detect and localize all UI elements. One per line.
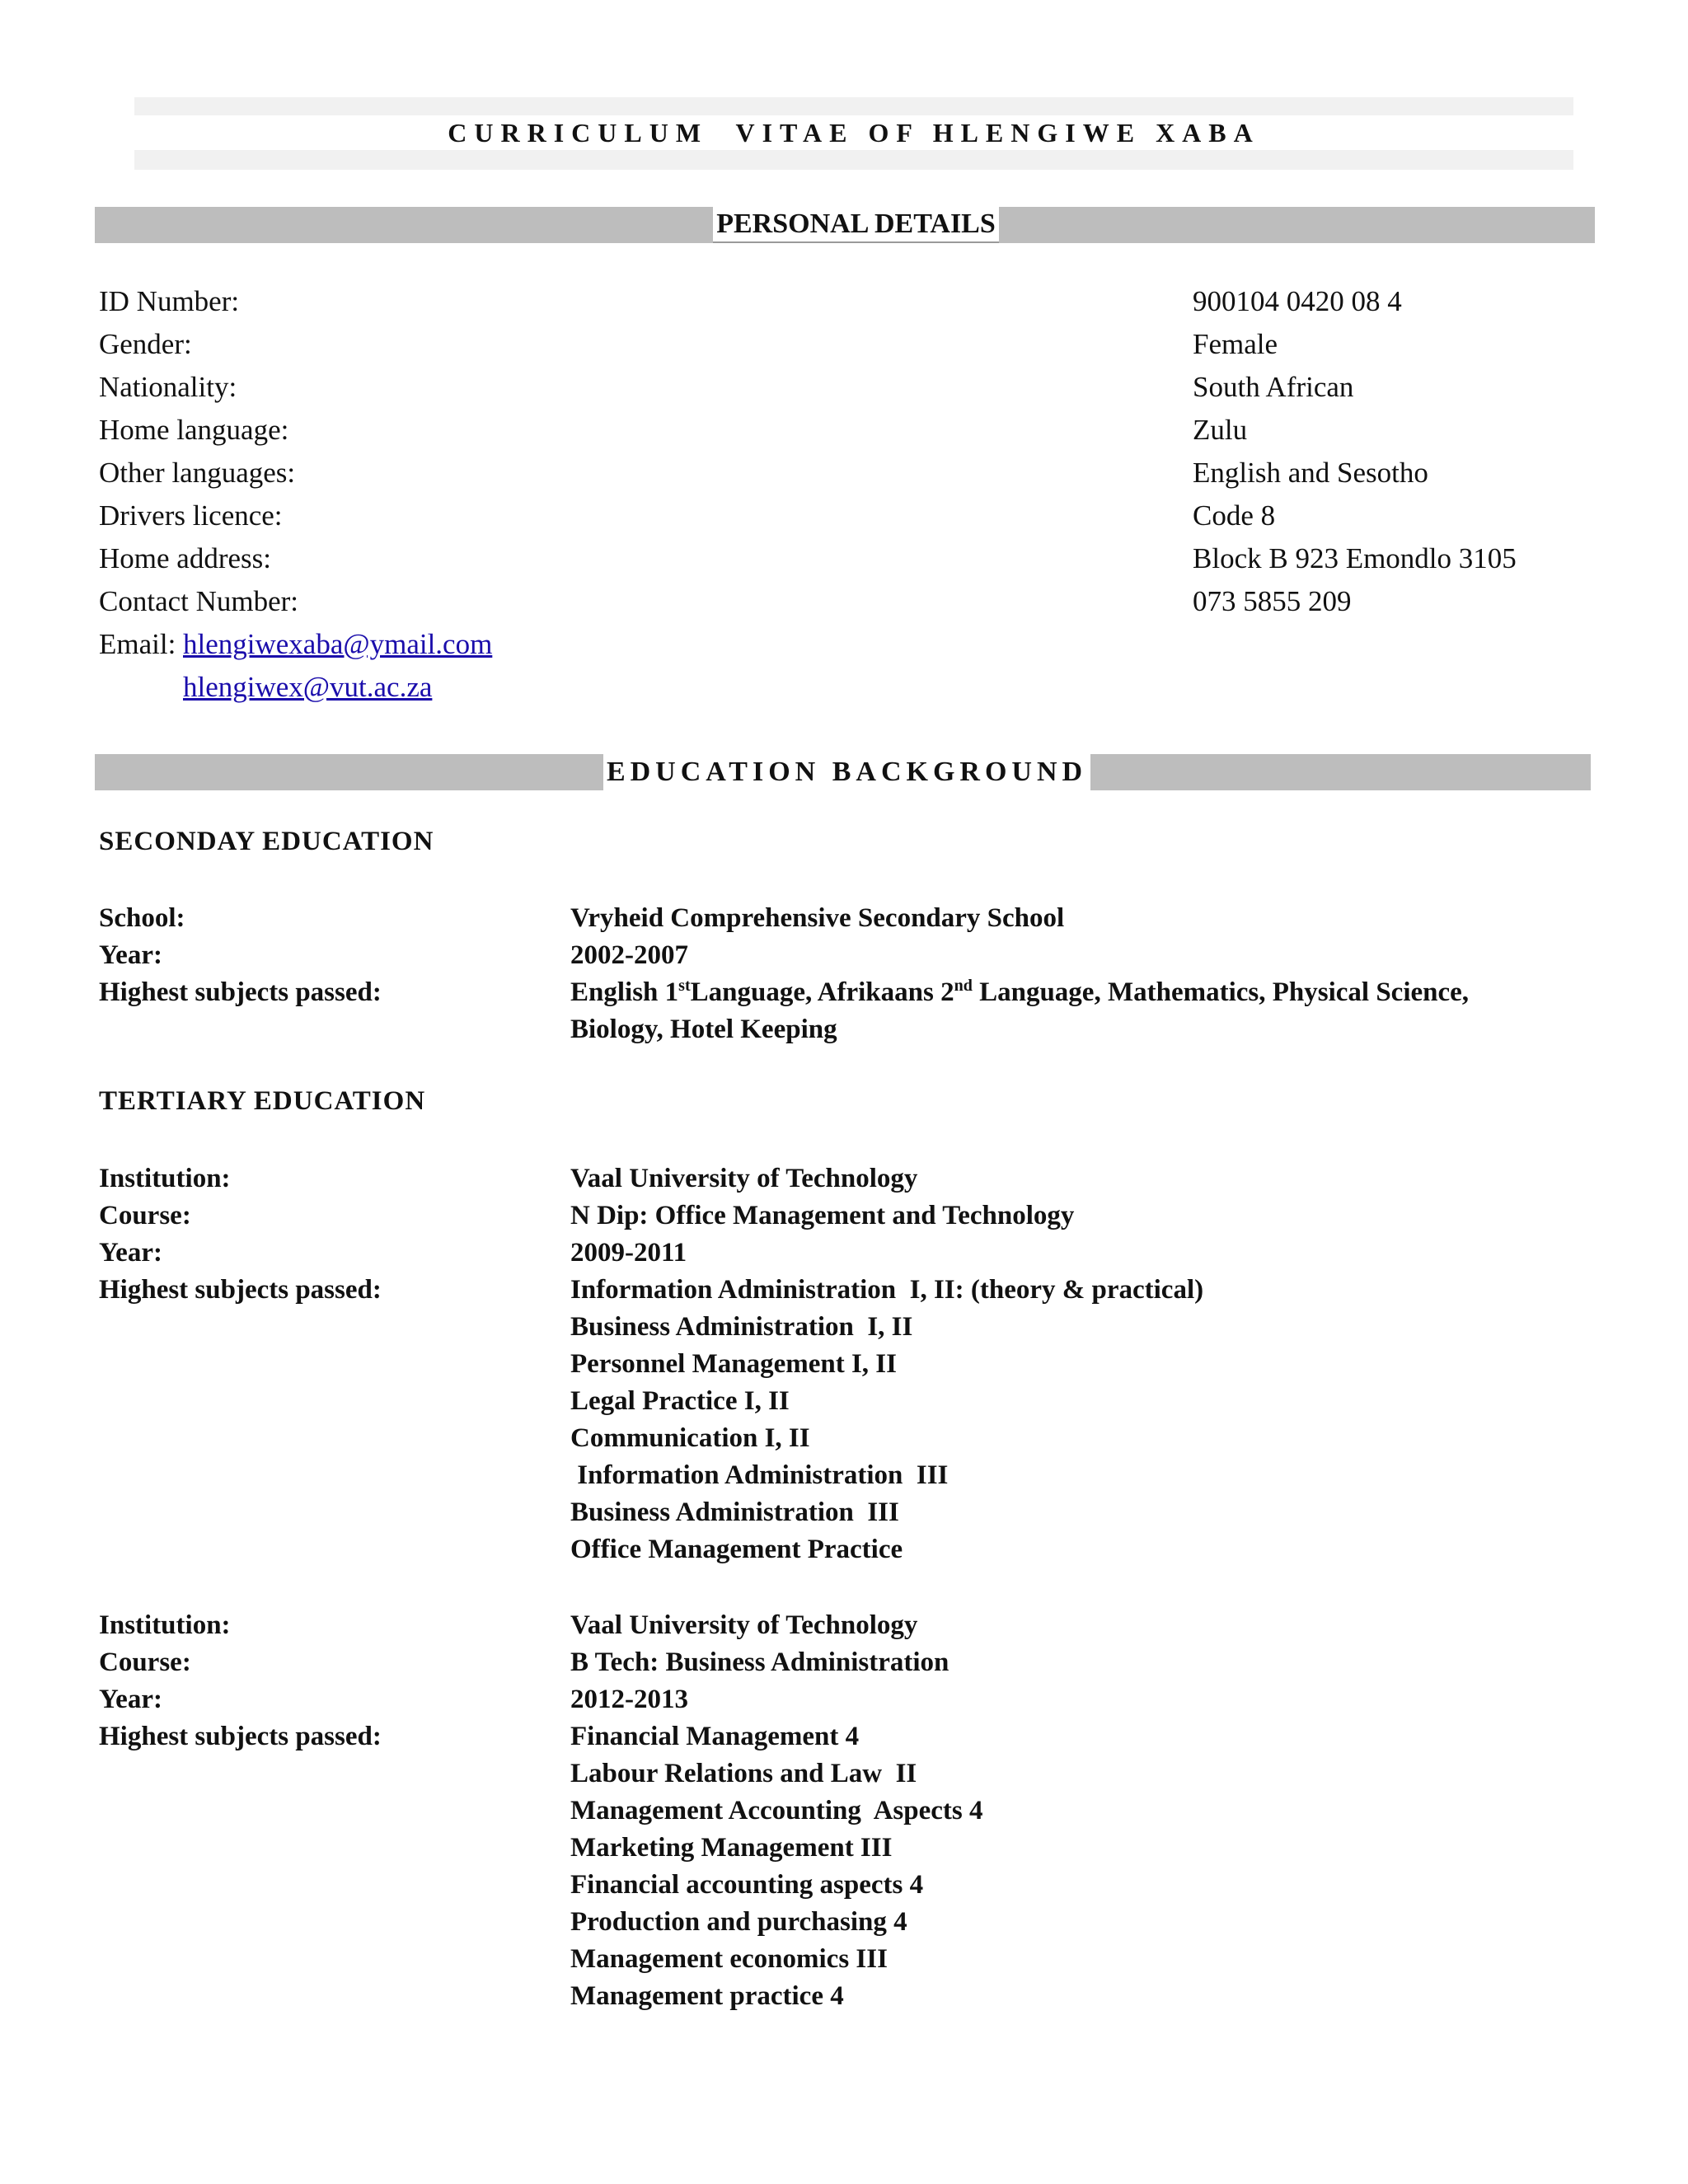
subject-item: Legal Practice I, II <box>570 1386 790 1416</box>
tertiary-entry-1 <box>99 1160 1582 1568</box>
subject-item: Information Administration I, II: (theory & practical) <box>570 1275 1204 1305</box>
ordinal-suffix: nd <box>954 977 973 995</box>
year-row <box>99 1681 1582 1718</box>
institution-label: Institution: <box>99 1164 231 1193</box>
detail-label: Contact Number: <box>99 585 299 617</box>
subject-text: English 1 <box>570 977 679 1007</box>
education-background-bar <box>95 754 1591 790</box>
subjects-line: Biology, Hotel Keeping <box>570 1015 837 1044</box>
subjects-label: Highest subjects passed: <box>99 1275 382 1305</box>
title-band <box>134 97 1573 170</box>
course-row <box>99 1197 1582 1235</box>
personal-details <box>99 280 1582 709</box>
detail-row-home-address <box>99 537 1582 580</box>
email-label: Email: <box>99 628 176 660</box>
detail-value: Zulu <box>1193 414 1248 446</box>
subject-item: Business Administration III <box>570 1497 899 1527</box>
detail-row-nationality <box>99 366 1582 409</box>
personal-details-heading: PERSONAL DETAILS <box>713 207 999 243</box>
school-value: Vryheid Comprehensive Secondary School <box>570 903 1065 933</box>
detail-value: Block B 923 Emondlo 3105 <box>1193 542 1517 574</box>
subject-item: Management Accounting Aspects 4 <box>570 1796 983 1825</box>
course-label: Course: <box>99 1647 191 1677</box>
tertiary-entry-2 <box>99 1607 1582 2015</box>
year-label: Year: <box>99 1238 162 1268</box>
subjects-label: Highest subjects passed: <box>99 977 382 1007</box>
detail-value: English and Sesotho <box>1193 457 1428 489</box>
subject-item: Marketing Management III <box>570 1833 893 1863</box>
subject-item: Office Management Practice <box>570 1535 903 1564</box>
detail-label: Nationality: <box>99 371 237 403</box>
secondary-education <box>99 900 1582 1048</box>
subject-item: Production and purchasing 4 <box>570 1907 907 1937</box>
detail-label: Home language: <box>99 414 289 446</box>
detail-value: 073 5855 209 <box>1193 585 1352 617</box>
subjects-value <box>570 974 1582 1048</box>
year-row <box>99 937 1582 974</box>
school-label: School: <box>99 903 185 933</box>
subject-item: Personnel Management I, II <box>570 1349 897 1379</box>
detail-label: Gender: <box>99 328 192 360</box>
email-link-secondary[interactable]: hlengiwex@vut.ac.za <box>183 671 433 703</box>
year-label: Year: <box>99 1685 162 1714</box>
document-title: CURRICULUM VITAE OF HLENGIWE XABA <box>448 117 1260 148</box>
course-value: N Dip: Office Management and Technology <box>570 1201 1075 1230</box>
subjects-label: Highest subjects passed: <box>99 1722 382 1751</box>
subject-item: Financial Management 4 <box>570 1722 860 1751</box>
year-value: 2002-2007 <box>570 940 688 970</box>
year-value: 2012-2013 <box>570 1685 688 1714</box>
detail-row-id <box>99 280 1582 323</box>
subjects-row <box>99 1718 1582 2015</box>
detail-row-gender <box>99 323 1582 366</box>
subject-item: Business Administration I, II <box>570 1312 913 1342</box>
detail-value: Female <box>1193 328 1278 360</box>
subject-item: Labour Relations and Law II <box>570 1759 917 1788</box>
subjects-list <box>570 1718 1582 2015</box>
subject-item: Management practice 4 <box>570 1981 844 2011</box>
personal-details-bar <box>95 207 1595 243</box>
detail-row-email-secondary <box>99 666 1582 709</box>
subjects-row <box>99 974 1582 1048</box>
subjects-row <box>99 1272 1582 1568</box>
detail-label: Other languages: <box>99 457 296 489</box>
subject-text: Language, Mathematics, Physical Science, <box>972 977 1470 1007</box>
institution-row <box>99 1607 1582 1644</box>
subject-item: Communication I, II <box>570 1423 810 1453</box>
course-row <box>99 1644 1582 1681</box>
subject-item: Management economics III <box>570 1944 888 1974</box>
email-link-primary[interactable]: hlengiwexaba@ymail.com <box>183 628 493 660</box>
subject-item: Information Administration III <box>570 1460 949 1490</box>
subjects-list <box>570 1272 1582 1568</box>
detail-label: Home address: <box>99 542 271 574</box>
detail-label: Drivers licence: <box>99 499 283 532</box>
detail-row-other-languages <box>99 452 1582 494</box>
institution-value: Vaal University of Technology <box>570 1164 918 1193</box>
detail-row-contact-number <box>99 580 1582 623</box>
detail-label: ID Number: <box>99 285 240 317</box>
subjects-line <box>570 974 1582 1011</box>
institution-label: Institution: <box>99 1610 231 1640</box>
course-value: B Tech: Business Administration <box>570 1647 950 1677</box>
tertiary-education-heading: TERTIARY EDUCATION <box>99 1086 426 1116</box>
detail-value: South African <box>1193 371 1354 403</box>
year-label: Year: <box>99 940 162 970</box>
school-row <box>99 900 1582 937</box>
education-background-heading: EDUCATION BACKGROUND <box>603 754 1090 790</box>
detail-row-drivers-licence <box>99 494 1582 537</box>
detail-row-home-language <box>99 409 1582 452</box>
institution-row <box>99 1160 1582 1197</box>
year-value: 2009-2011 <box>570 1238 687 1268</box>
ordinal-suffix: st <box>678 977 691 995</box>
institution-value: Vaal University of Technology <box>570 1610 918 1640</box>
secondary-education-heading: SECONDAY EDUCATION <box>99 827 434 856</box>
subject-text: Language, Afrikaans 2 <box>690 977 954 1007</box>
year-row <box>99 1235 1582 1272</box>
course-label: Course: <box>99 1201 191 1230</box>
detail-row-email <box>99 623 1582 666</box>
detail-value: Code 8 <box>1193 499 1276 532</box>
subject-item: Financial accounting aspects 4 <box>570 1870 924 1900</box>
detail-value: 900104 0420 08 4 <box>1193 285 1402 317</box>
